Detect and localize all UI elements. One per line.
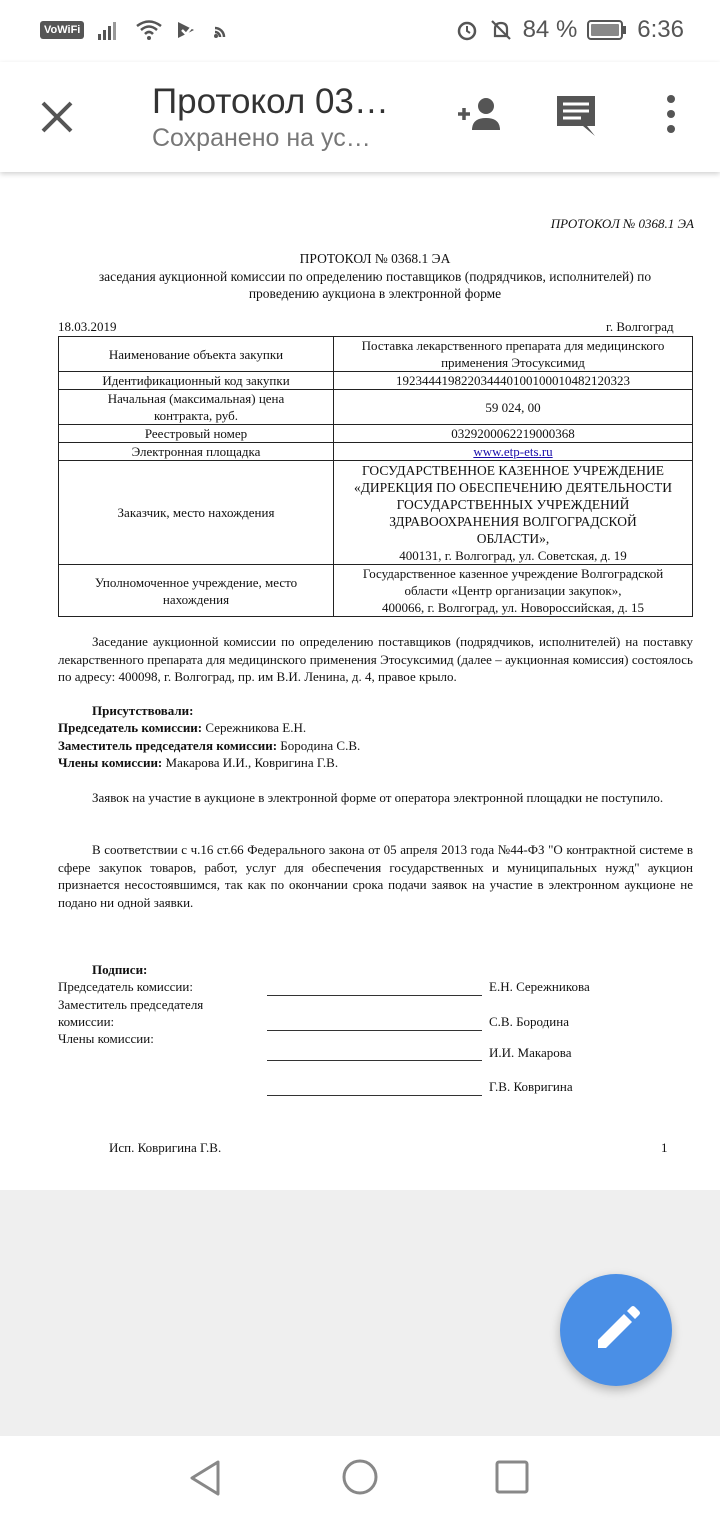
bell-off-icon <box>489 18 513 42</box>
battery-icon <box>587 19 627 41</box>
table-value: ГОСУДАРСТВЕННОЕ КАЗЕННОЕ УЧРЕЖДЕНИЕ «ДИРЕКЦИЯ ПО ОБЕСПЕЧЕНИЮ ДЕЯТЕЛЬНОСТИ ГОСУДАРСТВЕННЫХ УЧРЕЖДЕНИЙ ЗДРАВООХРАНЕНИЯ ВОЛГОГРАДСКОЙ ОБЛАСТИ», 400131, г. Волгоград, ул. Советская, д. 19 <box>334 461 693 565</box>
document-page[interactable] <box>0 172 720 1190</box>
signature-name: С.В. Бородина <box>489 1014 569 1029</box>
table-row <box>59 372 693 390</box>
deputy-line: Заместитель председателя комиссии: Бородина С.В. <box>58 738 361 753</box>
signal-icon <box>98 20 122 40</box>
law-paragraph: В соответствии с ч.16 ст.66 Федерального закона от 05 апреля 2013 года №44-ФЗ "О контрактной системе в сфере закупок товаров, работ, услуг для обеспечения государственных и муниципальных нужд" аукцион признается несостоявшимся, так как по окончании срока подачи заявок на участие в электронном аукционе не подано ни одной заявки. <box>58 842 693 910</box>
table-value: Поставка лекарственного препарата для медицинского применения Этосуксимид <box>334 337 693 372</box>
home-circle-icon[interactable] <box>341 1458 379 1496</box>
signature-line <box>267 1095 482 1096</box>
table-value: 0329200062219000368 <box>334 425 693 443</box>
edit-button[interactable] <box>560 1274 672 1386</box>
table-key: Электронная площадка <box>59 443 334 461</box>
status-bar <box>0 0 720 62</box>
protocol-subtitle-2: проведению аукциона в электронной форме <box>248 286 502 301</box>
wifi-icon <box>136 20 162 40</box>
alarm-icon <box>455 18 479 42</box>
table-row <box>59 565 693 617</box>
table-row <box>59 337 693 372</box>
table-key: Начальная (максимальная) цена контракта, руб. <box>59 390 334 425</box>
members-line: Члены комиссии: Макарова И.И., Ковригина Г.В. <box>58 755 339 770</box>
table-row <box>59 461 693 565</box>
running-header: ПРОТОКОЛ № 0368.1 ЭА <box>550 216 694 231</box>
more-vert-icon[interactable] <box>664 94 678 134</box>
table-value <box>334 443 693 461</box>
table-key: Уполномоченное учреждение, место нахождения <box>59 565 334 617</box>
sig-members-label: Члены комиссии: <box>58 1031 154 1046</box>
protocol-date: 18.03.2019 <box>58 319 117 334</box>
present-label: Присутствовали: <box>92 703 194 718</box>
chair-line: Председатель комиссии: Сережникова Е.Н. <box>58 720 307 735</box>
table-row <box>59 390 693 425</box>
vowifi-badge: VoWiFi <box>40 21 84 39</box>
protocol-city: г. Волгоград <box>606 319 674 334</box>
signature-name: Г.В. Ковригина <box>489 1079 573 1094</box>
cast-icon <box>212 20 232 40</box>
recents-square-icon[interactable] <box>495 1460 529 1494</box>
table-row <box>59 425 693 443</box>
sig-deputy-label-2: комиссии: <box>58 1014 115 1029</box>
back-triangle-icon[interactable] <box>186 1458 226 1498</box>
platform-link[interactable]: www.etp-ets.ru <box>473 444 553 459</box>
signatures-label: Подписи: <box>92 962 148 977</box>
comment-icon[interactable] <box>555 94 597 138</box>
table-key: Наименование объекта закупки <box>59 337 334 372</box>
meeting-paragraph: Заседание аукционной комиссии по определению поставщиков (подрядчиков, исполнителей) на поставку лекарственного препарата для медицинского применения Этосуксимид (далее – аукционная комиссия) состоялось по адресу: 400098, г. Волгоград, пр. им В.И. Ленина, д. 4, правое крыло. <box>58 634 693 684</box>
protocol-title: ПРОТОКОЛ № 0368.1 ЭА <box>299 251 451 266</box>
clock: 6:36 <box>637 16 684 43</box>
table-value: 192344419822034440100100010482120323 <box>334 372 693 390</box>
signature-line <box>267 1060 482 1061</box>
signature-line <box>267 1030 482 1031</box>
title-block <box>152 82 422 153</box>
battery-percent: 84 % <box>522 16 578 43</box>
signature-name: И.И. Макарова <box>489 1045 572 1060</box>
navigation-bar <box>0 1436 720 1520</box>
table-key: Реестровый номер <box>59 425 334 443</box>
add-person-icon[interactable] <box>456 94 504 134</box>
table-value: 59 024, 00 <box>334 390 693 425</box>
save-status: Сохранено на ус… <box>152 124 371 152</box>
page-number: 1 <box>661 1140 668 1155</box>
table-value: Государственное казенное учреждение Волгоградской области «Центр организации закупок», 400066, г. Волгоград, ул. Новороссийская, д. 15 <box>334 565 693 617</box>
signature-line <box>267 995 482 996</box>
edit-pencil-icon <box>560 1274 672 1386</box>
table-key: Идентификационный код закупки <box>59 372 334 390</box>
check-flag-icon <box>176 20 198 40</box>
table-key: Заказчик, место нахождения <box>59 461 334 565</box>
executor-footer: Исп. Ковригина Г.В. <box>109 1140 222 1155</box>
app-bar <box>0 62 720 172</box>
signature-name: Е.Н. Сережникова <box>489 979 590 994</box>
sig-chair-label: Председатель комиссии: <box>58 979 193 994</box>
sig-deputy-label-1: Заместитель председателя <box>58 997 204 1012</box>
no-applications-paragraph: Заявок на участие в аукционе в электронной форме от оператора электронной площадки не поступило. <box>92 790 664 805</box>
table-row <box>59 443 693 461</box>
close-icon[interactable] <box>38 98 76 136</box>
protocol-subtitle-1: заседания аукционной комиссии по определению поставщиков (подрядчиков, исполнителей) по <box>98 269 652 284</box>
document-title: Протокол 03… <box>152 82 389 121</box>
procurement-info-table <box>58 336 693 617</box>
